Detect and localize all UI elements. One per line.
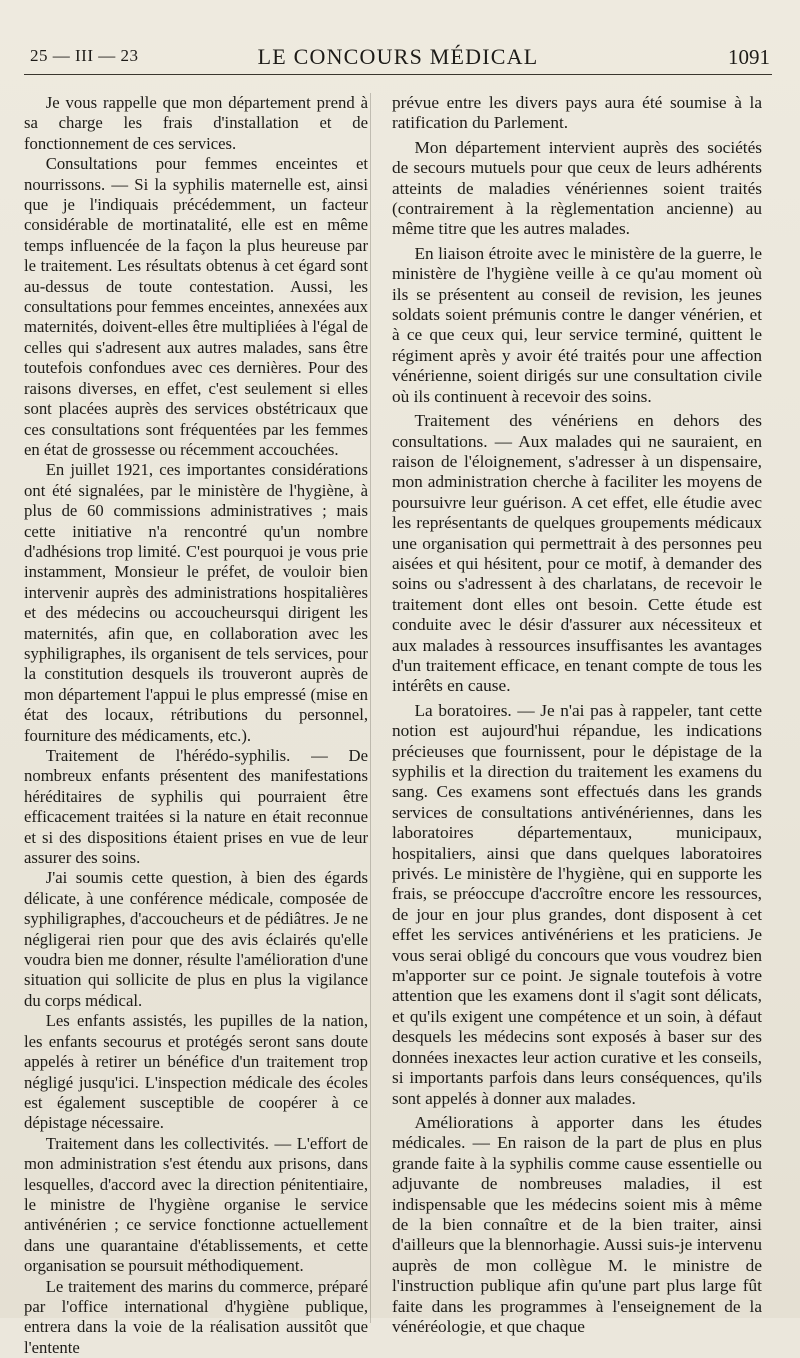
paragraph: La boratoires. — Je n'ai pas à rappeler, tant cette notion est aujourd'hui répandue, les indications précieuses que fournissent, pour le dépistage de la syphilis et la direction du traitement les examens du sang. Ces examens sont effectués dans les grands services de consultations antivénériennes, dans les laboratoires départementaux, municipaux, hospitaliers, ainsi que dans quelques laboratoires privés. Le ministère de l'hygiène, qui en supporte les frais, se préoccupe d'accroître encore les ressources, de jour en jour plus grandes, dont disposent à cet effet les services antivénériens et les praticiens. Je vous serai obligé du concours que vous voudrez bien m'apporter sur ce point. Je signale toutefois à votre attention que les examens dont il s'agit sont délicats, et qu'ils exigent une compétence et un soin, à défaut desquels les médecins sont exposés à baser sur des données inexactes leur action curative et les conseils, si importants parfois dans leurs conséquences, qu'ils sont appelés à donner aux malades.	[392, 700, 762, 1108]
paragraph: Le traitement des marins du commerce, préparé par l'office international d'hygiène publique, entrera dans la voie de la réalisation aussitôt que l'entente	[24, 1276, 368, 1357]
paragraph: Traitement des vénériens en dehors des consultations. — Aux malades qui ne sauraient, en raison de l'éloignement, s'adresser à un dispensaire, mon administration cherche à faciliter les moyens de poursuivre leur guérison. A cet effet, elle étudie avec les représentants de quelques groupements médicaux une organisation qui permettrait à des personnes peu aisées et qui hésitent, pour ce motif, à demander des soins ou s'adressent à des charlatans, de recevoir le traitement dont elles ont besoin. Cette étude est conduite avec le désir d'assurer aux nécessiteux et aux malades à ressources insuffisantes les avantages d'un traitement efficace, en tenant compte de tous les intérêts en cause.	[392, 411, 762, 696]
paragraph: Je vous rappelle que mon département prend à sa charge les frais d'installation et de fonctionnement de ces services.	[24, 93, 368, 153]
paragraph: Les enfants assistés, les pupilles de la nation, les enfants secourus et protégés seront sans doute appelés à retirer un bénéfice d'un traitement trop négligé jusqu'ici. L'inspection médicale des écoles est également susceptible de coopérer à ce dépistage nécessaire.	[24, 1011, 368, 1133]
page-number: 1091	[728, 45, 770, 69]
left-column	[24, 93, 368, 1357]
paragraph: prévue entre les divers pays aura été soumise à la ratification du Parlement.	[392, 93, 762, 133]
paragraph: Améliorations à apporter dans les études médicales. — En raison de la part de plus en plus grande faite à la syphilis comme cause essentielle ou adjuvante de nombreuses maladies, il est indispensable que les médecins soient mis à même de la bien connaître et de la bien traiter, ainsi d'ailleurs que la blennorhagie. Aussi suis-je intervenu auprès de mon collègue M. le ministre de l'instruction publique afin qu'une part plus large fût faite dans les programmes à l'enseignement de la vénéréologie, et que chaque	[392, 1112, 762, 1336]
paragraph: En liaison étroite avec le ministère de la guerre, le ministère de l'hygiène veille à ce qu'au moment où ils se présentent au conseil de revision, les jeunes soldats soient prémunis contre le danger vénérien, et à ce que ceux qui, leur service terminé, quittent le régiment après y avoir été traités pour une affection vénérienne, soient dirigés sur une consultation civile où ils continuent à recevoir des soins.	[392, 243, 762, 406]
paragraph: Traitement de l'hérédo-syphilis. — De nombreux enfants présentent des manifestations héréditaires de syphilis qui pourraient être efficacement traitées si la nature en était reconnue et si des dispositions étaient prises en vue de leur assurer des soins.	[24, 746, 368, 868]
paragraph: Traitement dans les collectivités. — L'effort de mon administration s'est étendu aux prisons, dans lesquelles, d'accord avec la direction pénitentiaire, le ministre de l'hygiène organise le service antivénérien ; ce service fonctionne actuellement dans une quarantaine d'établissements, et cette organisation se poursuit méthodiquement.	[24, 1133, 368, 1276]
paragraph: Mon département intervient auprès des sociétés de secours mutuels pour que ceux de leurs adhérents atteints de maladies vénériennes soient traités (contrairement à la règlementation ancienne) au même titre que les autres malades.	[392, 137, 762, 239]
text-columns	[24, 93, 772, 1357]
paragraph: J'ai soumis cette question, à bien des égards délicate, à une conférence médicale, composée de syphiligraphes, d'accoucheurs et de pédiâtres. Je ne négligerai rien pour que des avis éclairés qu'elle voudra bien me donner, résulte l'amélioration d'une situation qui sollicite de plus en plus la vigilance du corps médical.	[24, 868, 368, 1010]
page-header	[24, 44, 772, 75]
signature-mark: 25 — III — 23	[30, 46, 139, 65]
right-column	[392, 93, 762, 1336]
journal-title: LE CONCOURS MÉDICAL	[257, 44, 539, 69]
column-divider	[370, 93, 371, 1323]
paragraph: Consultations pour femmes enceintes et nourrissons. — Si la syphilis maternelle est, ainsi que je l'indiquais précédemment, un facteur considérable de mortinatalité, elle est en même temps influencée de la façon la plus heureuse par le traitement. Les résultats obtenus à cet égard sont au-dessus de toute contestation. Aussi, les consultations pour femmes enceintes, annexées aux maternités, doivent-elles être multipliées à l'égal de celles qui s'adresent aux autres malades, sans être toutefois confondues avec ces dernières. Pour des raisons diverses, en effet, c'est seulement si elles sont placées auprès des services obstétricaux que ces consultations sont fréquentées par les femmes en état de grossesse ou récemment accouchées.	[24, 154, 368, 459]
paragraph: En juillet 1921, ces importantes considérations ont été signalées, par le ministère de l'hygiène, à plus de 60 commissions administratives ; mais cette initiative n'a rencontré qu'un nombre d'adhésions trop limité. C'est pourquoi je vous prie instamment, Monsieur le préfet, de vouloir bien intervenir auprès des administrations hospitalières et des médecins ou accoucheursqui dirigent les maternités, afin que, en collaboration avec les syphiligraphes, ils organisent de tels services, pour la constitution desquels ils trouveront auprès de mon département l'appui le plus empressé (mise en état des locaux, rétributions du personnel, fourniture des médicaments, etc.).	[24, 460, 368, 745]
